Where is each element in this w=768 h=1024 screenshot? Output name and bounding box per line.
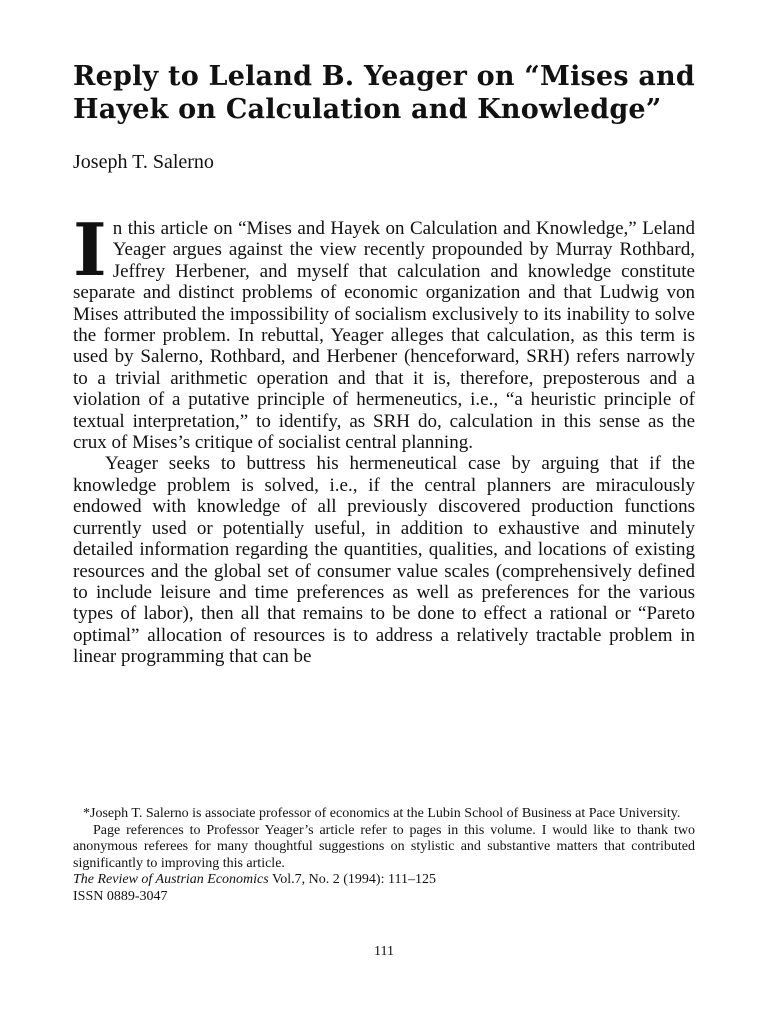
article-title: Reply to Leland B. Yeager on “Mises and Hayek on Calculation and Knowledge” xyxy=(73,61,695,125)
article-body xyxy=(73,207,695,668)
page-number: 111 xyxy=(374,944,394,959)
body-paragraph-1 xyxy=(73,207,695,454)
footnote-author-note: *Joseph T. Salerno is associate professor of economics at the Lubin School of Business at Pace University. xyxy=(83,806,681,821)
journal-citation xyxy=(73,872,695,889)
author-name: Joseph T. Salerno xyxy=(73,151,214,173)
drop-cap: I xyxy=(73,207,107,292)
body-paragraph-2: Yeager seeks to buttress his hermeneutical case by arguing that if the knowledge problem is solved, i.e., if the central planners are miraculously endowed with knowledge of all previously discovered production functions currently used or potentially useful, in addition to exhaustive and minutely detailed information regarding the quantities, qualities, and locations of existing resources and the global set of consumer value scales (comprehensively defined to include leisure and time preferences as well as preferences for the various types of labor), then all that remains to be done to effect a rational or “Pareto optimal” allocation of resources is to address a relatively tractable problem in linear programming that can be xyxy=(73,453,695,668)
footnotes xyxy=(73,806,695,905)
journal-volume: Vol.7, No. 2 (1994): 111–125 xyxy=(268,872,436,887)
journal-title: The Review of Austrian Economics xyxy=(73,872,269,887)
issn: ISSN 0889-3047 xyxy=(73,888,168,904)
article-page xyxy=(73,60,695,668)
paragraph-1-text: n this article on “Mises and Hayek on Calculation and Knowledge,” Leland Yeager argues against the view recently propounded by Murray Rothbard, Jeffrey Herbener, and myself that calculation and knowledge constitute separate and distinct problems of economic organization and that Ludwig von Mises attributed the impossibility of socialism exclusively to its inability to solve the former problem. In rebuttal, Yeager alleges that calculation, as this term is used by Salerno, Rothbard, and Herbener (henceforward, SRH) refers narrowly to a trivial arithmetic operation and that it is, therefore, preposterous and a violation of a putative principle of hermeneutics, i.e., “a heuristic principle of textual interpretation,” to identify, as SRH do, calculation in this sense as the crux of Mises’s critique of socialist central planning. xyxy=(73,218,695,454)
footnote-acknowledgment: Page references to Professor Yeager’s article refer to pages in this volume. I would like to thank two anonymous referees for many thoughtful suggestions on stylistic and substantive matters that contributed significantly to improving this article. xyxy=(73,822,695,871)
